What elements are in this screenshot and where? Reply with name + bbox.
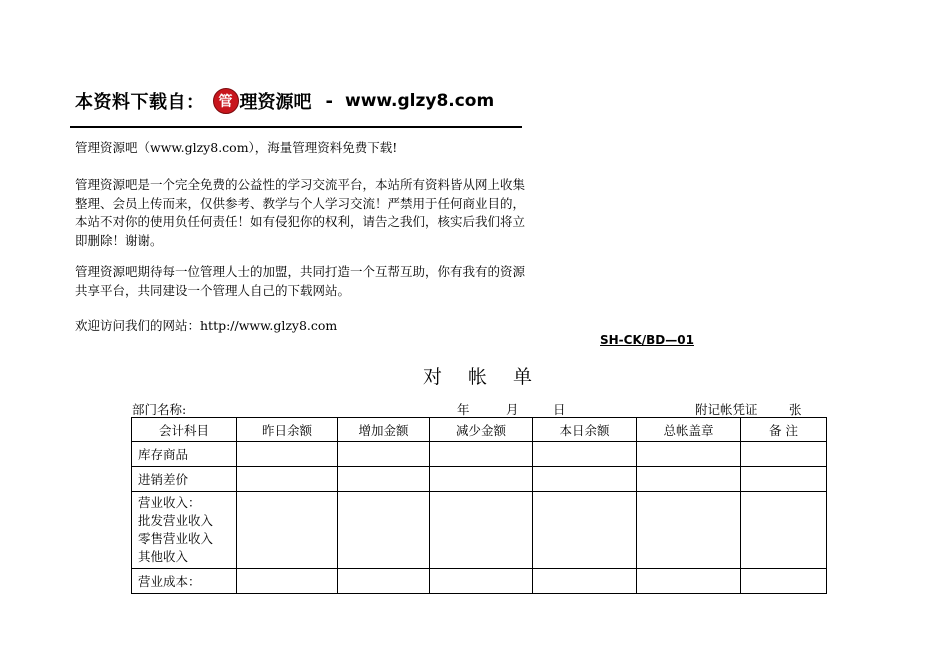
account-cell-revenue [132,492,237,569]
col-header-increase: 增加金额 [338,418,430,442]
table-cell[interactable] [637,442,741,467]
reconciliation-table [131,417,827,594]
dept-name-label: 部门名称: [132,402,187,417]
table-cell[interactable] [338,492,430,569]
table-cell[interactable] [741,492,827,569]
date-year-label: 年 [457,402,470,417]
table-row [132,467,827,492]
banner-separator: - [325,90,333,112]
retail-revenue-label: 零售营业收入 [138,531,214,546]
col-header-prev-balance: 昨日余额 [237,418,338,442]
table-cell[interactable] [533,442,637,467]
revenue-label: 营业收入： [138,495,201,510]
table-cell[interactable] [237,467,338,492]
table-cell[interactable] [237,569,338,594]
col-header-today-balance: 本日余额 [533,418,637,442]
table-cell[interactable] [430,467,533,492]
table-cell[interactable] [533,492,637,569]
table-row [132,569,827,594]
table-cell[interactable] [637,467,741,492]
intro-website-line[interactable]: 欢迎访问我们的网站：http://www.glzy8.com [75,318,338,333]
col-header-account: 会计科目 [132,418,237,442]
table-cell[interactable] [637,569,741,594]
table-cell[interactable] [741,442,827,467]
table-cell[interactable] [533,467,637,492]
table-cell[interactable] [637,492,741,569]
page-title: 对 帐 单 [422,366,533,388]
col-header-remarks: 备 注 [741,418,827,442]
intro-line-1: 管理资源吧（www.glzy8.com），海量管理资料免费下载! [75,140,398,155]
account-cell-operating-cost: 营业成本： [132,569,237,594]
table-cell[interactable] [430,492,533,569]
table-cell[interactable] [741,467,827,492]
table-cell[interactable] [338,467,430,492]
table-cell[interactable] [430,569,533,594]
col-header-decrease: 减少金额 [430,418,533,442]
download-banner [75,84,494,118]
site-logo-icon: 管 [213,88,239,114]
intro-paragraph-3: 管理资源吧期待每一位管理人士的加盟，共同打造一个互帮互助，你有我有的资源共享平台，共同建设一个管理人自己的下载网站。 [75,264,526,298]
table-header-row [132,418,827,442]
col-header-ledger-stamp: 总帐盖章 [637,418,741,442]
voucher-unit-label: 张 [789,402,802,417]
account-cell-inventory: 库存商品 [132,442,237,467]
table-cell[interactable] [338,569,430,594]
brand-name: 理资源吧 [239,92,312,113]
date-day-label: 日 [553,402,566,417]
voucher-label: 附记帐凭证 [695,402,758,417]
table-row [132,442,827,467]
other-revenue-label: 其他收入 [138,549,189,564]
table-row [132,492,827,569]
wholesale-revenue-label: 批发营业收入 [138,513,214,528]
intro-paragraph-2: 管理资源吧是一个完全免费的公益性的学习交流平台，本站所有资料皆从网上收集整理、会员上传而来，仅供参考、教学与个人学习交流！严禁用于任何商业目的，本站不对你的使用负任何责任！如有侵犯你的权利，请告之我们，核实后我们将立即删除！谢谢。 [75,177,526,248]
site-url-link[interactable]: www.glzy8.com [344,91,495,111]
table-cell[interactable] [533,569,637,594]
table-cell[interactable] [338,442,430,467]
date-month-label: 月 [506,402,519,417]
table-cell[interactable] [237,492,338,569]
table-cell[interactable] [430,442,533,467]
banner-divider [70,126,522,128]
document-number: SH-CK/BD—01 [600,333,694,347]
banner-prefix: 本资料下载自： [75,92,205,113]
table-cell[interactable] [741,569,827,594]
account-cell-price-difference: 进销差价 [132,467,237,492]
table-cell[interactable] [237,442,338,467]
